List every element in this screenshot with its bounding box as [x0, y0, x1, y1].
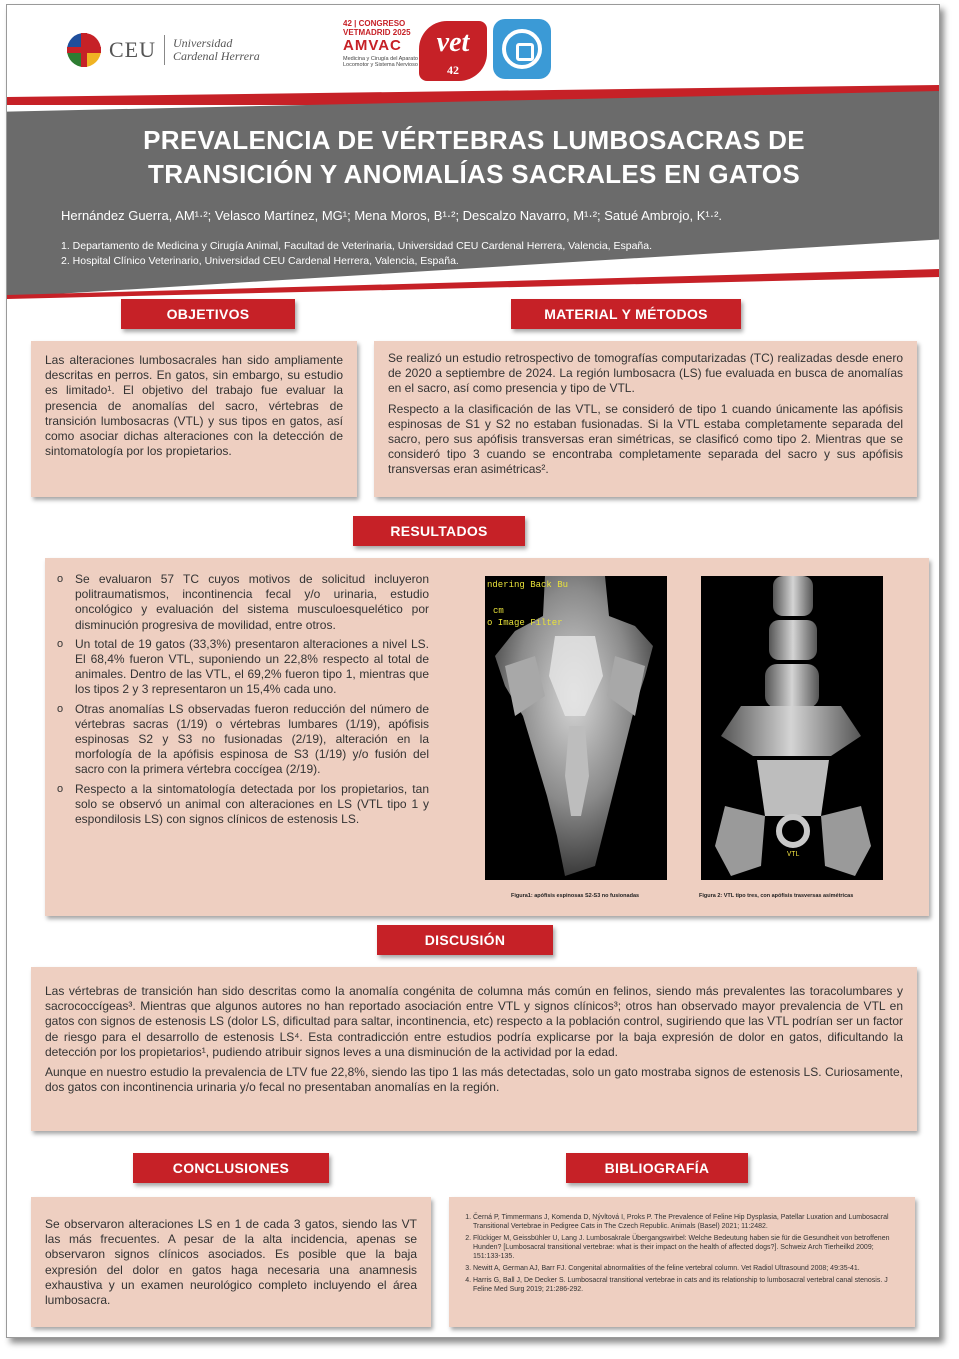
congress-location: VETMADRID 2025 [343, 28, 411, 37]
bibliografia-heading: BIBLIOGRAFÍA [566, 1153, 748, 1183]
poster [6, 4, 940, 1338]
list-item: 3. Newitt A, German AJ, Barr FJ. Congenital abnormalities of the feline vertebral column. Vet Radiol Ultrasound 2008; 49:35-41. [473, 1264, 903, 1273]
figure-1-ct-image [485, 576, 667, 880]
list-item: o Respecto a la sintomatología detectada por los propietarios, tan solo se observó un animal con alteraciones en LS (VTL tipo 1 y espondilosis LS) con signos clínicos de estenosis LS. [57, 782, 429, 828]
figure-2-ct-image [701, 576, 883, 880]
list-item: 4. Harris G, Ball J, De Decker S. Lumbosacral transitional vertebrae in cats and its relationship to lumbosacral vertebral canal stenosis. J Feline Med Surg 2019; 21:286-292. [473, 1276, 903, 1294]
logo-divider [164, 35, 165, 65]
resultados-heading: RESULTADOS [353, 516, 525, 546]
objetivos-box [31, 341, 357, 497]
ceu-name [173, 37, 260, 63]
congress-edition: 42 | CONGRESO [343, 19, 406, 28]
congress-logo [343, 19, 423, 68]
figure-1-overlay-2: cm [493, 606, 504, 616]
vet-logo-text: vet [436, 27, 470, 58]
cat-brain-logo-icon [493, 19, 551, 79]
objetivos-heading: OBJETIVOS [121, 299, 295, 329]
objetivos-text: Las alteraciones lumbosacrales han sido ampliamente descritas en perros. En gatos, sin embargo, su estudio es limitado¹. El objetivo del trabajo fue evaluar la presencia de anomalías del sacro, vértebras de transición lumbosacras (VTL) y sus tipos en gatos, así como asociar dichas alteraciones con la detección de sintomatología por los propietarios. [45, 353, 343, 459]
resultados-box [45, 558, 929, 916]
figure-2-bone-render [701, 576, 883, 880]
ceu-logo [67, 33, 260, 67]
discusion-p1: Las vértebras de transición han sido descritas como la anomalía congénita de columna más común en felinos, siendo más prevalentes las toracolumbares y sacrococcígeas³. Mientras que algunos autores no han reportado asociación entre VTL y signos clínicos³; otros han observado mayor prevalencia de VTL en gatos con signos de estenosis LS (dolor LS, dificultad para saltar, incontinencia, etc) respecto a la población control, sugiriendo que las VTL podrían ser un factor de riesgo para el desarrollo de estenosis LS⁴. Esta contradicción entre estudios podría explicarse por la baja expresión de dolor en gatos, dificultando la detección por los propietarios¹, pudiendo atribuir signos leves a una disminución de la actividad por la edad. [45, 984, 903, 1059]
affiliation-1: 1. Departamento de Medicina y Cirugía Animal, Facultad de Veterinaria, Universidad CEU Cardenal Herrera, Valencia, España. [61, 240, 653, 252]
list-item: o Se evaluaron 57 TC cuyos motivos de solicitud incluyeron politraumatismos, incontinencia fecal y/o urinaria, estudio oncológico y evaluación del sistema musculoesquelético por disminución progresiva de movilidad, entre otros. [57, 572, 429, 633]
conclusiones-box [31, 1197, 431, 1327]
discusion-heading: DISCUSIÓN [377, 925, 553, 955]
figure-1-caption: Figura1: apófisis espinosas S2-S3 no fusionadas [511, 893, 640, 899]
poster-title [7, 123, 940, 191]
metodos-heading: MATERIAL Y MÉTODOS [511, 299, 741, 329]
list-item: 2. Flückiger M, Geissbühler U, Lang J. Lumbosakrale Übergangswirbel: Welche Bedeutung haben sie für die Gesundheit von betroffenen Hunden? [Lumbosacral transitional vertebrae: what is their impact on the health of affected dogs?]. Schweiz Arch Tierheilkd 2009; 151:133-135. [473, 1234, 903, 1261]
list-item: o Otras anomalías LS observadas fueron reducción del número de vértebras sacras (1/19) o vértebras lumbares (1/19), apófisis espinosas S2 y S3 no fusionadas (2/19), alteración en la morfología de la apófisis espinosa de S3 (1/19) y/o fusión del sacro con la primera vértebra coccígea (2/19). [57, 702, 429, 778]
congress-org: AMVAC [343, 37, 402, 54]
congress-desc: Medicina y Cirugía del Aparato Locomotor y Sistema Nervioso [343, 56, 418, 68]
vet-logo-num: 42 [447, 63, 459, 77]
affiliations [61, 239, 921, 269]
ceu-name-line1: Universidad [173, 36, 233, 50]
affiliation-2: 2. Hospital Clínico Veterinario, Universidad CEU Cardenal Herrera, Valencia, España. [61, 255, 459, 267]
conclusiones-heading: CONCLUSIONES [133, 1153, 329, 1183]
figure-2-caption: Figura 2: VTL tipo tres, con apófisis trasversas asimétricas [699, 893, 854, 899]
vet-logo [419, 21, 487, 81]
metodos-p1: Se realizó un estudio retrospectivo de tomografías computarizadas (TC) realizadas desde enero de 2020 a septiembre de 2024. La región lumbosacra (LS) fue evaluada en busca de anomalías en el sacro, así como presencia y tipo de VTL. [388, 351, 903, 396]
conclusiones-text: Se observaron alteraciones LS en 1 de cada 3 gatos, siendo las VT las más frecuentes. A pesar de la alta incidencia, apenas se observaron signos clínicos asociados. Es posible que la baja expresión del dolor en gatos haga necesaria una anamnesis exhaustiva y un examen neurológico completo incluyendo el área lumbosacra. [45, 1217, 417, 1308]
ceu-emblem-icon [67, 33, 101, 67]
bibliografia-box [449, 1197, 915, 1327]
discusion-box [31, 967, 917, 1131]
authors: Hernández Guerra, AM¹·²; Velasco Martínez, MG¹; Mena Moros, B¹·²; Descalzo Navarro, M¹·²; Satué Ambrojo, K¹·². [61, 208, 723, 223]
list-item: o Un total de 19 gatos (33,3%) presentaron alteraciones a nivel LS. El 68,4% fueron VTL, suponiendo un 22,8% respecto al total de animales. Dentro de las VTL, el 69,2% fueron tipo 1, mientras que los tipos 2 y 3 representaron un 15,4% cada uno. [57, 637, 429, 698]
metodos-p2: Respecto a la clasificación de las VTL, se consideró de tipo 1 cuando únicamente las apófisis espinosas de S1 y S2 no estaban fusionadas. Si la VTL estaba completamente separada del sacro, pero sus apófisis transversas eran simétricas, se clasificó como tipo 2. Mientras que se consideró tipo 3 cuando se encontraba completamente separada del sacro y sus apófisis transversas eran asimétricas². [388, 401, 903, 477]
figure-1-overlay-3: o Image Filter [487, 618, 563, 628]
figure-1-overlay-1: ndering Back Bu [487, 580, 569, 590]
resultados-list [57, 572, 429, 827]
title-line2: TRANSICIÓN Y ANOMALÍAS SACRALES EN GATOS [148, 159, 800, 189]
discusion-p2: Aunque en nuestro estudio la prevalencia de LTV fue 22,8%, siendo las tipo 1 las más detectadas, solo un gato mostraba signos de estenosis LS. Curiosamente, dos gatos con incontinencia urinaria y/o fecal no presentaban anomalías en la región. [45, 1065, 903, 1095]
list-item: 1. Černá P, Timmermans J, Komenda D, Nývltová I, Proks P. The Prevalence of Feline Hip Dysplasia, Patellar Luxation and Lumbosacral Transitional Vertebrae in Pedigree Cats in The Czech Republic. Animals (Basel) 2021; 11:2482. [473, 1213, 903, 1231]
ceu-name-line2: Cardenal Herrera [173, 49, 260, 63]
bibliografia-list [461, 1213, 903, 1294]
figure-2-overlay-1: VTL [787, 851, 800, 859]
title-line1: PREVALENCIA DE VÉRTEBRAS LUMBOSACRAS DE [143, 125, 805, 155]
ceu-abbr: CEU [109, 37, 156, 62]
metodos-box [374, 341, 917, 497]
